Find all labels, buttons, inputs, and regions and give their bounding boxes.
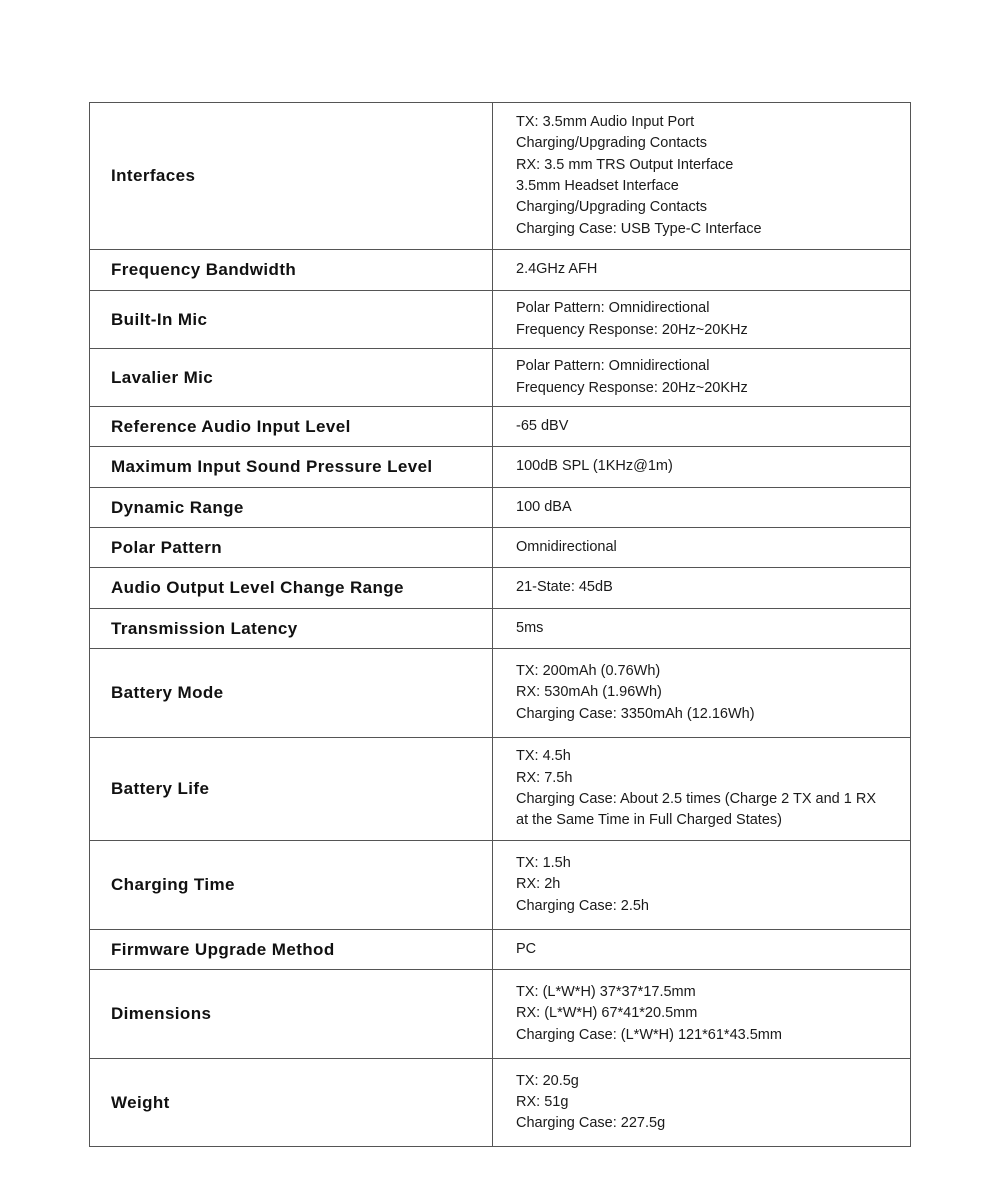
spec-label: Charging Time (90, 841, 493, 930)
spec-value-line: 5ms (516, 619, 544, 636)
spec-value-line: Charging Case: 3350mAh (12.16Wh) (516, 705, 755, 722)
spec-label: Reference Audio Input Level (90, 407, 493, 447)
spec-row (90, 738, 911, 841)
spec-row (90, 528, 911, 568)
spec-value (493, 970, 911, 1059)
spec-row (90, 609, 911, 649)
spec-label: Maximum Input Sound Pressure Level (90, 447, 493, 488)
spec-label: Dynamic Range (90, 488, 493, 528)
spec-value (493, 447, 911, 488)
spec-value-line: RX: 3.5 mm TRS Output Interface (516, 156, 734, 173)
spec-label: Lavalier Mic (90, 349, 493, 407)
spec-table-body (90, 103, 911, 1147)
spec-value (493, 568, 911, 609)
spec-row (90, 841, 911, 930)
spec-value-line: Charging/Upgrading Contacts (516, 199, 708, 216)
spec-label: Frequency Bandwidth (90, 250, 493, 291)
spec-value-line: Frequency Response: 20Hz~20KHz (516, 379, 748, 396)
spec-row (90, 970, 911, 1059)
spec-label: Battery Mode (90, 649, 493, 738)
spec-value (493, 103, 911, 250)
spec-row (90, 649, 911, 738)
spec-value-line: Polar Pattern: Omnidirectional (516, 358, 710, 375)
spec-row (90, 568, 911, 609)
spec-value-line: 21-State: 45dB (516, 579, 613, 596)
spec-value-line: RX: (L*W*H) 67*41*20.5mm (516, 1005, 698, 1022)
spec-value-line: TX: 20.5g (516, 1072, 579, 1089)
spec-value-line: 3.5mm Headset Interface (516, 178, 679, 194)
spec-value-line: Charging/Upgrading Contacts (516, 135, 708, 152)
spec-value-line: 100dB SPL (1KHz@1m) (516, 458, 673, 475)
spec-label: Firmware Upgrade Method (90, 930, 493, 970)
spec-value (493, 250, 911, 291)
spec-value-line: 100 dBA (516, 498, 572, 515)
spec-row (90, 447, 911, 488)
spec-value-line: Frequency Response: 20Hz~20KHz (516, 321, 748, 338)
spec-value-line: TX: (L*W*H) 37*37*17.5mm (516, 984, 696, 1001)
spec-row (90, 407, 911, 447)
spec-value (493, 349, 911, 407)
spec-value-line: at the Same Time in Full Charged States) (516, 812, 782, 829)
spec-label: Interfaces (90, 103, 493, 250)
spec-value-line: 2.4GHz AFH (516, 261, 598, 278)
spec-value (493, 930, 911, 970)
spec-value-line: TX: 200mAh (0.76Wh) (516, 663, 661, 680)
spec-value (493, 1059, 911, 1147)
spec-value-line: Charging Case: About 2.5 times (Charge 2 TX and 1 RX (516, 791, 877, 807)
spec-value-line: RX: 51g (516, 1093, 569, 1110)
spec-label: Polar Pattern (90, 528, 493, 568)
spec-value (493, 291, 911, 349)
spec-row (90, 930, 911, 970)
spec-value-line: Charging Case: 2.5h (516, 897, 649, 914)
spec-row (90, 103, 911, 250)
spec-value (493, 609, 911, 649)
spec-value-line: Charging Case: 227.5g (516, 1115, 666, 1132)
spec-value-line: -65 dBV (516, 417, 569, 434)
spec-value-line: Charging Case: USB Type-C Interface (516, 220, 762, 237)
spec-value-line: TX: 3.5mm Audio Input Port (516, 114, 695, 131)
spec-value-line: TX: 1.5h (516, 855, 571, 872)
spec-label: Weight (90, 1059, 493, 1147)
spec-value-line: RX: 530mAh (1.96Wh) (516, 684, 662, 701)
spec-value-line: TX: 4.5h (516, 748, 571, 765)
spec-label: Battery Life (90, 738, 493, 841)
spec-value (493, 407, 911, 447)
spec-value (493, 488, 911, 528)
spec-table (89, 102, 911, 1147)
spec-label: Audio Output Level Change Range (90, 568, 493, 609)
spec-label: Dimensions (90, 970, 493, 1059)
spec-row (90, 250, 911, 291)
spec-row (90, 1059, 911, 1147)
spec-label: Transmission Latency (90, 609, 493, 649)
spec-value-line: Polar Pattern: Omnidirectional (516, 300, 710, 317)
spec-row (90, 349, 911, 407)
spec-value (493, 649, 911, 738)
spec-value-line: Charging Case: (L*W*H) 121*61*43.5mm (516, 1026, 782, 1043)
spec-row (90, 291, 911, 349)
spec-value-line: RX: 2h (516, 876, 561, 893)
spec-row (90, 488, 911, 528)
spec-value (493, 841, 911, 930)
spec-value (493, 738, 911, 841)
spec-value (493, 528, 911, 568)
spec-value-line: RX: 7.5h (516, 769, 573, 786)
spec-label: Built-In Mic (90, 291, 493, 349)
spec-value-line: Omnidirectional (516, 538, 617, 555)
spec-value-line: PC (516, 940, 537, 957)
